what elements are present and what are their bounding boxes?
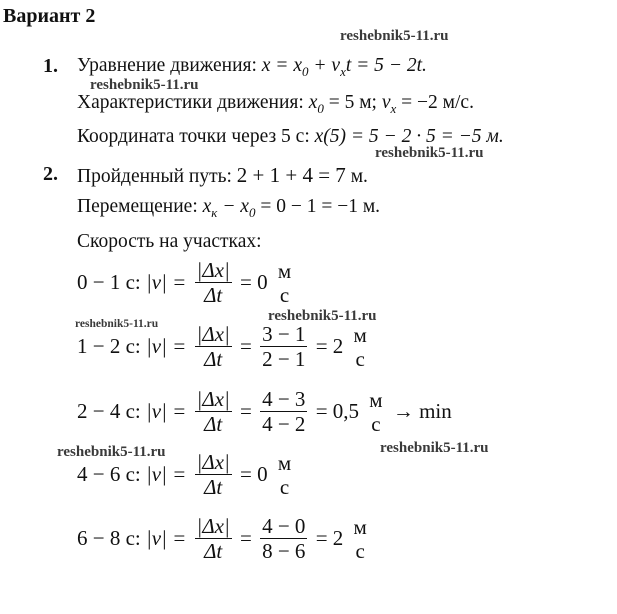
x0-symbol: x [308,92,318,113]
path-unit: м. [350,166,368,187]
segment-result: = 2 [315,526,344,551]
segment-row [77,450,296,499]
equation-tail: t = 5 − 2t. [345,55,427,76]
task-1-number: 1. [43,55,58,77]
sub-x: x [340,63,346,79]
x0-sub: 0 [317,100,324,116]
segment-row [77,514,372,563]
delta-t: Δt [204,347,223,372]
unit-fraction [276,451,293,499]
value-fraction [260,514,307,563]
segment-row [77,322,372,371]
coordinate-label: Координата точки через 5 с: [77,126,310,147]
equation-line [77,55,427,80]
segment-result: = 2 [315,334,344,359]
segment-v: |v| = [146,462,187,487]
unit-den: с [279,282,290,307]
segment-v: |v| = [146,270,187,295]
segment-v: |v| = [146,334,187,359]
coordinate-value: x(5) = 5 − 2 · 5 = −5 м. [314,126,504,147]
segment-eq: = [240,526,252,551]
task-2-number: 2. [43,163,58,185]
segment-result: = 0 [240,462,268,487]
delta-fraction [195,387,232,436]
value-num: 4 − 3 [262,387,306,411]
disp-zero: 0 [248,204,256,220]
delta-fraction [195,258,232,307]
vx-value: = −2 м/с. [396,92,474,113]
equation-lhs: x = x [261,55,302,76]
unit-num: м [277,450,292,475]
unit-fraction [352,323,369,371]
equation-label: Уравнение движения: [77,55,257,76]
vx-symbol: v [381,92,391,113]
sub-zero: 0 [301,63,309,79]
unit-fraction [276,259,293,307]
watermark: reshebnik5-11.ru [340,28,449,44]
x0-value: = 5 м; [323,92,377,113]
segment-interval: 4 − 6 с: [77,462,141,487]
page-title: Вариант 2 [3,5,96,27]
delta-fraction [195,514,232,563]
disp-xk: x [202,196,212,217]
segment-v: |v| = [146,526,187,551]
unit-fraction [367,388,384,436]
value-num: 4 − 0 [262,514,306,538]
delta-t: Δt [204,539,223,564]
unit-den: с [279,474,290,499]
segment-interval: 1 − 2 с: [77,334,141,359]
watermark: reshebnik5-11.ru [375,145,484,161]
displacement-line [77,196,380,221]
disp-value: = 0 − 1 = −1 м. [255,196,381,217]
segment-result: = 0 [240,270,268,295]
segment-interval: 2 − 4 с: [77,399,141,424]
value-den: 2 − 1 [262,347,306,372]
coordinate-line [77,126,504,148]
displacement-label: Перемещение: [77,196,198,217]
segment-interval: 6 − 8 с: [77,526,141,551]
disp-k: к [211,204,218,220]
equation-rhs: + v [313,55,341,76]
delta-x: |Δx| [196,450,230,474]
watermark: reshebnik5-11.ru [57,444,166,460]
vx-sub: x [390,100,397,116]
path-label: Пройденный путь: [77,166,232,187]
characteristics-label: Характеристики движения: [77,92,304,113]
unit-fraction [352,515,369,563]
segment-row [77,258,296,307]
delta-t: Δt [204,283,223,308]
value-fraction [260,387,307,436]
delta-t: Δt [204,412,223,437]
value-num: 3 − 1 [262,322,306,346]
path-expr: 2 + 1 + 4 = 7 [236,163,346,187]
delta-x: |Δx| [196,322,230,346]
watermark: reshebnik5-11.ru [75,318,159,330]
disp-minus: − x [217,196,249,217]
watermark: reshebnik5-11.ru [380,440,489,456]
delta-fraction [195,322,232,371]
segment-row [77,387,452,436]
characteristics-line [77,92,474,117]
delta-t: Δt [204,475,223,500]
path-line [77,163,368,188]
segment-interval: 0 − 1 с: [77,270,141,295]
value-den: 8 − 6 [262,539,306,564]
delta-x: |Δx| [196,258,230,282]
value-den: 4 − 2 [262,412,306,437]
speed-label: Скорость на участках: [77,231,262,252]
segment-eq: = [240,399,252,424]
unit-num: м [369,387,383,412]
watermark: reshebnik5-11.ru [90,77,199,93]
segment-result: = 0,5 [315,399,360,424]
delta-x: |Δx| [196,514,230,538]
delta-x: |Δx| [196,387,230,411]
unit-num: м [353,322,367,347]
segment-v: |v| = [146,399,187,424]
unit-num: м [277,258,292,283]
segment-eq: = [240,334,252,359]
value-fraction [260,322,307,371]
watermark: reshebnik5-11.ru [268,308,377,324]
unit-den: с [371,411,381,436]
delta-fraction [195,450,232,499]
unit-den: с [355,346,365,371]
unit-den: с [355,538,365,563]
unit-num: м [353,514,367,539]
min-suffix: → min [392,399,452,424]
